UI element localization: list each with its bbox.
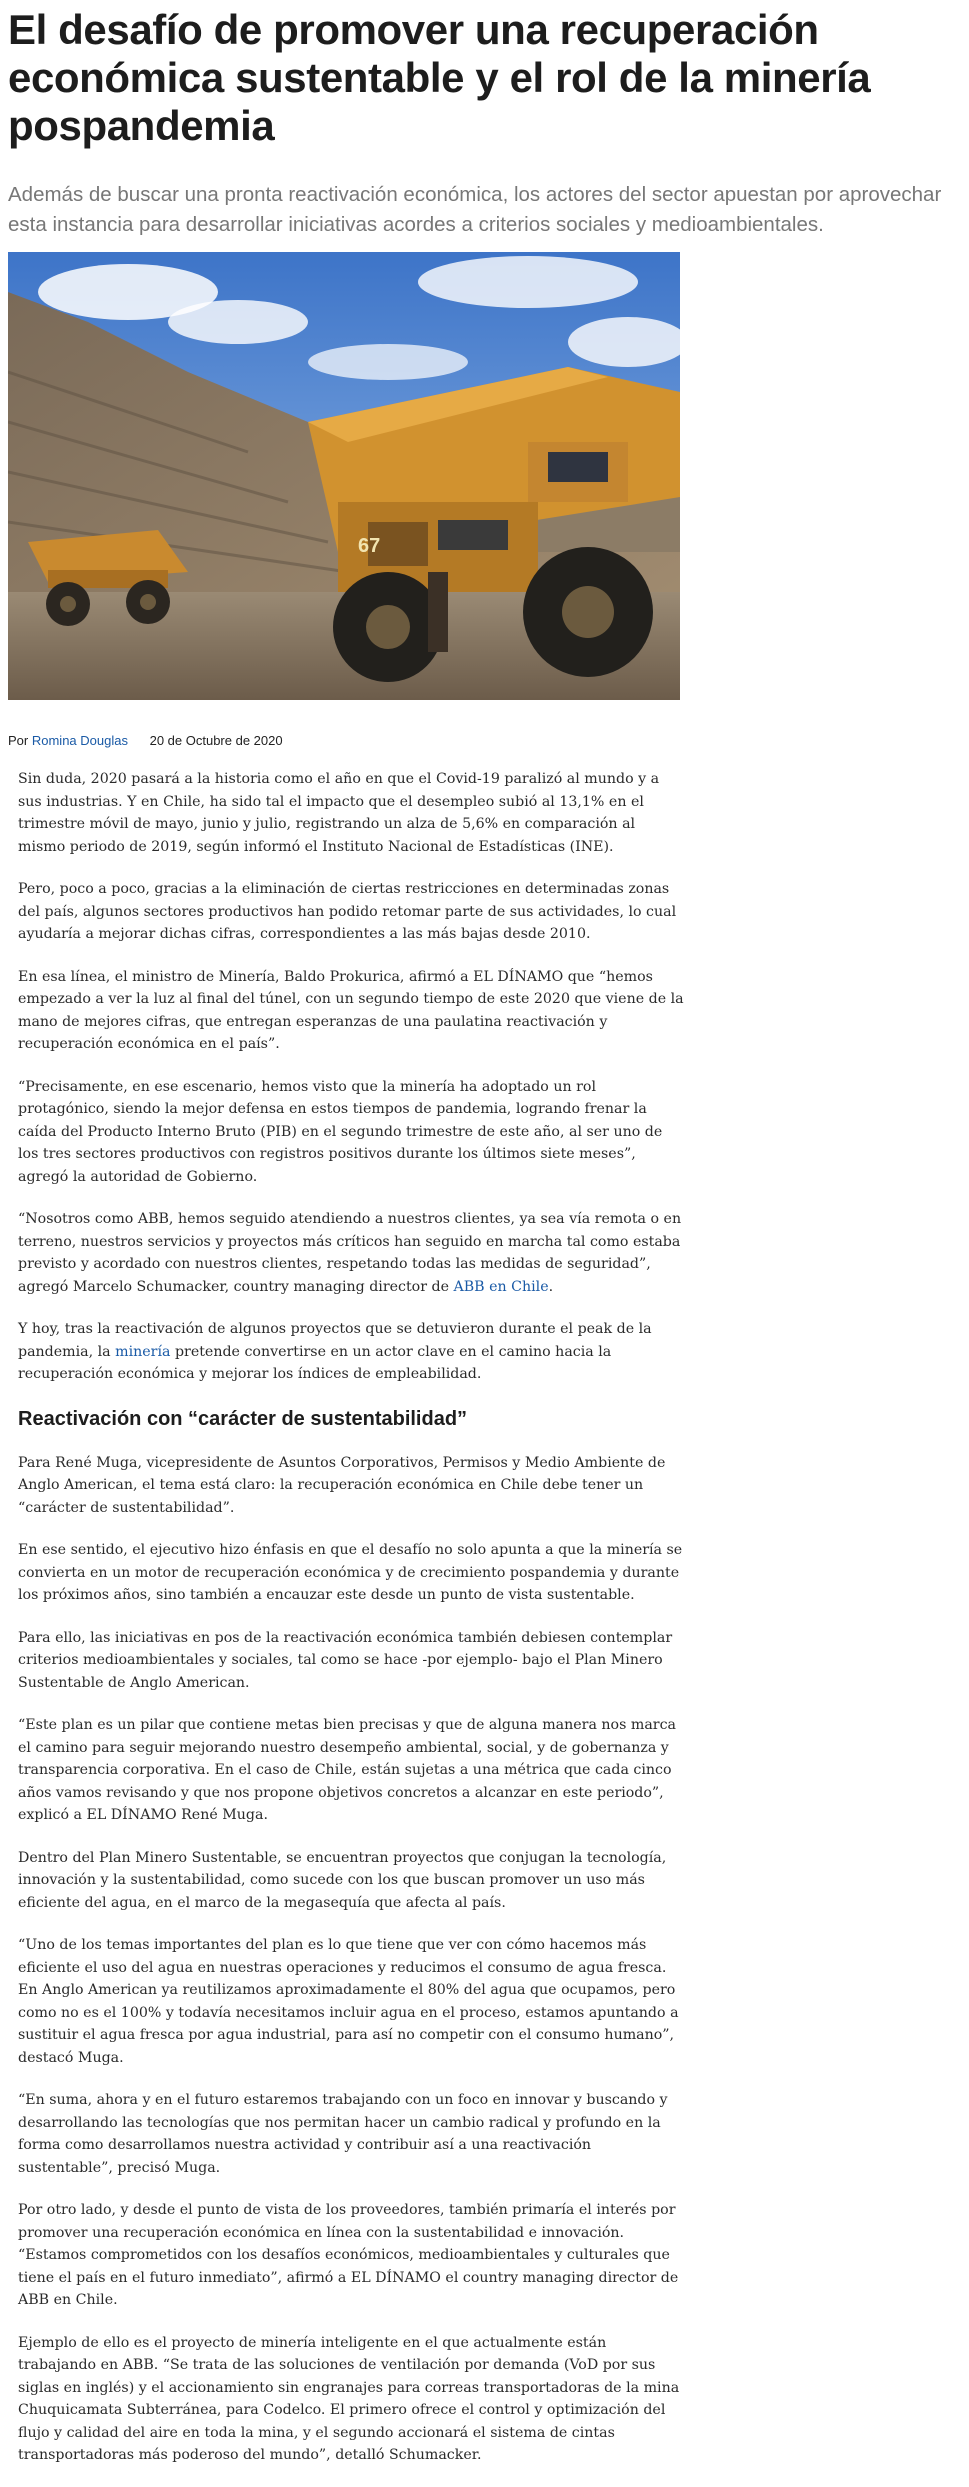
author-link[interactable]: Romina Douglas (31, 733, 128, 748)
paragraph: Para ello, las iniciativas en pos de la reactivación económica también debiesen contemplar criterios medioambientales y sociales, tal como se hace -por ejemplo- bajo el Plan Minero Sustentable de Anglo American. (18, 1629, 673, 1691)
paragraph: Por otro lado, y desde el punto de vista de los proveedores, también primaría el interés por promover una recuperación económica en línea con la sustentabilidad e innovación. “Estamos comprometidos con los desafíos económicos, medioambientales y culturales que tiene el país en el futuro inmediato”, afirmó a EL DÍNAMO el country managing director de ABB en Chile. (18, 2202, 679, 2308)
paragraph-text: “Nosotros como ABB, hemos seguido atendiendo a nuestros clientes, ya sea vía remota o en terreno, nuestros servicios y proyectos más críticos han seguido en marcha tal como estaba previsto y acordado con nuestros clientes, respetando todas las medidas de seguridad”, agregó Marcelo Schumacker, country managing director de (18, 1211, 682, 1295)
abb-chile-link[interactable]: ABB en Chile (453, 1278, 549, 1295)
article-byline (8, 733, 283, 748)
mineria-link[interactable]: minería (115, 1343, 171, 1360)
paragraph: Sin duda, 2020 pasará a la historia como el año en que el Covid-19 paralizó al mundo y a sus industrias. Y en Chile, ha sido tal el impacto que el desempleo subió al 13,1% en el trimestre móvil de mayo, junio y julio, registrando un alza de 5,6% en comparación al mismo periodo de 2019, según informó el Instituto Nacional de Estadísticas (INE). (18, 771, 660, 855)
paragraph: Dentro del Plan Minero Sustentable, se encuentran proyectos que conjugan la tecnología, innovación y la sustentabilidad, como sucede con los que buscan promover un uso más eficiente del agua, en el marco de la megasequía que afecta al país. (18, 1849, 667, 1911)
paragraph: “En suma, ahora y en el futuro estaremos trabajando con un foco en innovar y buscando y desarrollando las tecnologías que nos permitan hacer un cambio radical y profundo en la forma como desarrollamos nuestra actividad y contribuir así a una reactivación sustentable”, precisó Muga. (18, 2092, 668, 2176)
paragraph (18, 1318, 686, 1386)
article-subtitle: Además de buscar una pronta reactivación económica, los actores del sector apuestan por aprovechar esta instancia para desarrollar iniciativas acordes a criterios sociales y medioambientales. (8, 183, 942, 236)
paragraph: Ejemplo de ello es el proyecto de minería inteligente en el que actualmente están trabajando en ABB. “Se trata de las soluciones de ventilación por demanda (VoD por sus siglas en inglés) y el accionamiento sin engranajes para correas transportadoras de la mina Chuquicamata Subterránea, para Codelco. El primero ofrece el control y optimización del flujo y calidad del aire en toda la mina, y el segundo accionará el sistema de cintas transportadoras más poderoso del mundo”, detalló Schumacker. (18, 2334, 680, 2463)
paragraph: “Precisamente, en ese escenario, hemos visto que la minería ha adoptado un rol protagónico, siendo la mejor defensa en estos tiempos de pandemia, logrando frenar la caída del Producto Interno Bruto (PIB) en el segundo trimestre de este año, al ser uno de los tres sectores productivos con registros positivos durante los últimos siete meses”, agregó la autoridad de Gobierno. (18, 1078, 663, 1185)
paragraph: En ese sentido, el ejecutivo hizo énfasis en que el desafío no solo apunta a que la minería se convierta en un motor de recuperación económica y de crecimiento pospandemia y durante los próximos años, sino también a encauzar este desde un punto de vista sustentable. (18, 1542, 683, 1603)
publish-date: 20 de Octubre de 2020 (149, 733, 283, 748)
paragraph: “Uno de los temas importantes del plan es lo que tiene que ver con cómo hacemos más eficiente el uso del agua en nuestras operaciones y reducimos el consumo de agua fresca. En Anglo American ya reutilizamos aproximadamente el 80% del agua que ocupamos, pero como no es el 100% y todavía necesitamos incluir agua en el proceso, estamos apuntando a sustituir el agua fresca por agua industrial, para así no competir con el consumo humano”, destacó Muga. (18, 1937, 679, 2066)
section-heading: Reactivación con “carácter de sustentabilidad” (18, 1407, 468, 1430)
article-headline: El desafío de promover una recuperación económica sustentable y el rol de la minería pospandemia (8, 6, 871, 149)
paragraph: En esa línea, el ministro de Minería, Baldo Prokurica, afirmó a EL DÍNAMO que “hemos empezado a ver la luz al final del túnel, con un segundo tiempo de este 2020 que viene de la mano de mejores cifras, que entregan esperanzas de una paulatina reactivación y recuperación económica en el país”. (18, 968, 684, 1052)
truck-number-label: 67 (358, 535, 381, 557)
mining-trucks-photo (8, 252, 680, 700)
paragraph (18, 1208, 686, 1298)
paragraph-end: . (548, 1278, 554, 1295)
paragraph: Para René Muga, vicepresidente de Asuntos Corporativos, Permisos y Medio Ambiente de Anglo American, el tema está claro: la recuperación económica en Chile debe tener un “carácter de sustentabilidad”. (18, 1454, 666, 1516)
paragraph-text: Y hoy, tras la reactivación de algunos proyectos que se detuvieron durante el peak de la pandemia, la (18, 1321, 652, 1360)
paragraph: “Este plan es un pilar que contiene metas bien precisas y que de alguna manera nos marca el camino para seguir mejorando nuestro desempeño ambiental, social, y de gobernanza y transparencia corporativa. En el caso de Chile, están sujetas a una métrica que cada cinco años vamos revisando y que nos propone objetivos concretos a alcanzar en este periodo”, explicó a EL DÍNAMO René Muga. (18, 1717, 676, 1823)
paragraph: Pero, poco a poco, gracias a la eliminación de ciertas restricciones en determinadas zonas del país, algunos sectores productivos han podido retomar parte de sus actividades, lo cual ayudaría a mejorar dichas cifras, correspondientes a las más bajas desde 2010. (18, 881, 677, 942)
article-body (18, 768, 686, 2487)
paragraph-end: pretende convertirse en un actor clave en el camino hacia la recuperación económica y mejorar los índices de empleabilidad. (18, 1343, 612, 1382)
byline-prefix: Por (8, 733, 29, 748)
hero-image (8, 252, 680, 700)
